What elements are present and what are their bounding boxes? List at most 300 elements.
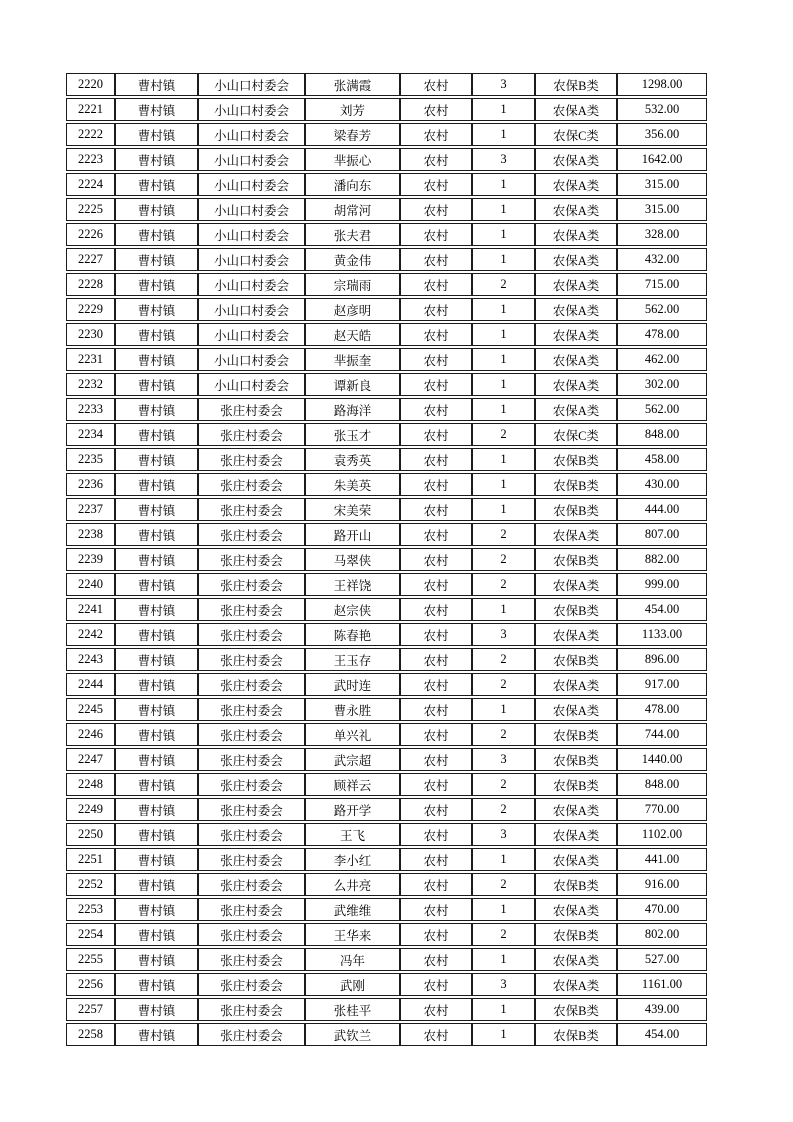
cell-insurance-category: 农保C类 bbox=[535, 123, 617, 146]
cell-person-count: 2 bbox=[472, 873, 535, 896]
cell-residence-type: 农村 bbox=[400, 1023, 472, 1046]
cell-insurance-category: 农保B类 bbox=[535, 923, 617, 946]
cell-amount: 478.00 bbox=[617, 323, 707, 346]
cell-town: 曹村镇 bbox=[115, 723, 198, 746]
cell-residence-type: 农村 bbox=[400, 98, 472, 121]
cell-person-name: 马翠侠 bbox=[305, 548, 400, 571]
table-row bbox=[66, 973, 707, 996]
cell-insurance-category: 农保B类 bbox=[535, 998, 617, 1021]
cell-residence-type: 农村 bbox=[400, 423, 472, 446]
cell-seq: 2245 bbox=[66, 698, 115, 721]
cell-insurance-category: 农保A类 bbox=[535, 298, 617, 321]
table-row bbox=[66, 323, 707, 346]
cell-person-name: 赵彦明 bbox=[305, 298, 400, 321]
cell-village-committee: 张庄村委会 bbox=[198, 998, 305, 1021]
table-row bbox=[66, 673, 707, 696]
cell-person-count: 1 bbox=[472, 248, 535, 271]
cell-residence-type: 农村 bbox=[400, 873, 472, 896]
cell-person-name: 王华来 bbox=[305, 923, 400, 946]
cell-residence-type: 农村 bbox=[400, 798, 472, 821]
cell-person-name: 张满霞 bbox=[305, 73, 400, 96]
cell-person-count: 1 bbox=[472, 1023, 535, 1046]
cell-amount: 916.00 bbox=[617, 873, 707, 896]
cell-amount: 462.00 bbox=[617, 348, 707, 371]
cell-village-committee: 小山口村委会 bbox=[198, 98, 305, 121]
cell-amount: 315.00 bbox=[617, 198, 707, 221]
cell-insurance-category: 农保A类 bbox=[535, 948, 617, 971]
cell-person-count: 1 bbox=[472, 123, 535, 146]
cell-seq: 2232 bbox=[66, 373, 115, 396]
cell-person-name: 路开学 bbox=[305, 798, 400, 821]
table-row bbox=[66, 523, 707, 546]
cell-village-committee: 张庄村委会 bbox=[198, 723, 305, 746]
cell-insurance-category: 农保B类 bbox=[535, 498, 617, 521]
cell-insurance-category: 农保B类 bbox=[535, 73, 617, 96]
table-row bbox=[66, 948, 707, 971]
table-row bbox=[66, 723, 707, 746]
cell-person-name: 潘向东 bbox=[305, 173, 400, 196]
cell-town: 曹村镇 bbox=[115, 148, 198, 171]
cell-town: 曹村镇 bbox=[115, 273, 198, 296]
cell-person-name: 黄金伟 bbox=[305, 248, 400, 271]
cell-seq: 2224 bbox=[66, 173, 115, 196]
cell-village-committee: 小山口村委会 bbox=[198, 223, 305, 246]
cell-person-name: 王飞 bbox=[305, 823, 400, 846]
cell-person-name: 冯年 bbox=[305, 948, 400, 971]
cell-amount: 1440.00 bbox=[617, 748, 707, 771]
cell-town: 曹村镇 bbox=[115, 948, 198, 971]
cell-person-count: 1 bbox=[472, 373, 535, 396]
cell-amount: 439.00 bbox=[617, 998, 707, 1021]
cell-village-committee: 小山口村委会 bbox=[198, 298, 305, 321]
cell-town: 曹村镇 bbox=[115, 448, 198, 471]
cell-insurance-category: 农保A类 bbox=[535, 798, 617, 821]
cell-person-count: 1 bbox=[472, 473, 535, 496]
cell-town: 曹村镇 bbox=[115, 348, 198, 371]
cell-person-count: 1 bbox=[472, 898, 535, 921]
cell-amount: 770.00 bbox=[617, 798, 707, 821]
table-row bbox=[66, 148, 707, 171]
cell-town: 曹村镇 bbox=[115, 373, 198, 396]
cell-insurance-category: 农保A类 bbox=[535, 898, 617, 921]
cell-insurance-category: 农保B类 bbox=[535, 648, 617, 671]
cell-seq: 2221 bbox=[66, 98, 115, 121]
cell-village-committee: 张庄村委会 bbox=[198, 748, 305, 771]
cell-residence-type: 农村 bbox=[400, 823, 472, 846]
cell-amount: 896.00 bbox=[617, 648, 707, 671]
cell-town: 曹村镇 bbox=[115, 198, 198, 221]
cell-seq: 2258 bbox=[66, 1023, 115, 1046]
cell-village-committee: 张庄村委会 bbox=[198, 948, 305, 971]
cell-person-name: 梁春芳 bbox=[305, 123, 400, 146]
cell-person-name: 芈振心 bbox=[305, 148, 400, 171]
cell-insurance-category: 农保A类 bbox=[535, 823, 617, 846]
cell-person-name: 张玉才 bbox=[305, 423, 400, 446]
cell-amount: 1102.00 bbox=[617, 823, 707, 846]
cell-village-committee: 张庄村委会 bbox=[198, 673, 305, 696]
cell-village-committee: 小山口村委会 bbox=[198, 373, 305, 396]
cell-town: 曹村镇 bbox=[115, 223, 198, 246]
cell-insurance-category: 农保B类 bbox=[535, 748, 617, 771]
cell-person-name: 单兴礼 bbox=[305, 723, 400, 746]
cell-residence-type: 农村 bbox=[400, 248, 472, 271]
cell-person-name: 赵宗侠 bbox=[305, 598, 400, 621]
cell-town: 曹村镇 bbox=[115, 748, 198, 771]
cell-amount: 302.00 bbox=[617, 373, 707, 396]
cell-person-name: 宋美荣 bbox=[305, 498, 400, 521]
cell-seq: 2226 bbox=[66, 223, 115, 246]
cell-seq: 2241 bbox=[66, 598, 115, 621]
cell-town: 曹村镇 bbox=[115, 698, 198, 721]
cell-insurance-category: 农保B类 bbox=[535, 873, 617, 896]
cell-village-committee: 张庄村委会 bbox=[198, 848, 305, 871]
cell-residence-type: 农村 bbox=[400, 473, 472, 496]
cell-insurance-category: 农保A类 bbox=[535, 273, 617, 296]
cell-village-committee: 张庄村委会 bbox=[198, 648, 305, 671]
cell-residence-type: 农村 bbox=[400, 523, 472, 546]
cell-person-count: 1 bbox=[472, 848, 535, 871]
table-row bbox=[66, 123, 707, 146]
cell-seq: 2227 bbox=[66, 248, 115, 271]
cell-insurance-category: 农保A类 bbox=[535, 373, 617, 396]
cell-amount: 848.00 bbox=[617, 773, 707, 796]
cell-amount: 1133.00 bbox=[617, 623, 707, 646]
cell-residence-type: 农村 bbox=[400, 623, 472, 646]
cell-insurance-category: 农保A类 bbox=[535, 673, 617, 696]
records-table-body bbox=[66, 73, 707, 1046]
cell-seq: 2234 bbox=[66, 423, 115, 446]
cell-person-name: 武宗超 bbox=[305, 748, 400, 771]
cell-village-committee: 小山口村委会 bbox=[198, 148, 305, 171]
cell-amount: 744.00 bbox=[617, 723, 707, 746]
cell-person-name: 王玉存 bbox=[305, 648, 400, 671]
cell-person-name: 张桂平 bbox=[305, 998, 400, 1021]
cell-town: 曹村镇 bbox=[115, 423, 198, 446]
cell-residence-type: 农村 bbox=[400, 173, 472, 196]
cell-residence-type: 农村 bbox=[400, 373, 472, 396]
cell-person-name: 王祥饶 bbox=[305, 573, 400, 596]
cell-amount: 444.00 bbox=[617, 498, 707, 521]
table-row bbox=[66, 173, 707, 196]
cell-seq: 2240 bbox=[66, 573, 115, 596]
cell-amount: 917.00 bbox=[617, 673, 707, 696]
cell-seq: 2242 bbox=[66, 623, 115, 646]
cell-village-committee: 张庄村委会 bbox=[198, 573, 305, 596]
cell-person-count: 1 bbox=[472, 98, 535, 121]
cell-town: 曹村镇 bbox=[115, 73, 198, 96]
cell-person-name: 武维维 bbox=[305, 898, 400, 921]
cell-seq: 2225 bbox=[66, 198, 115, 221]
cell-town: 曹村镇 bbox=[115, 648, 198, 671]
cell-insurance-category: 农保B类 bbox=[535, 473, 617, 496]
cell-person-count: 1 bbox=[472, 298, 535, 321]
cell-person-name: 曹永胜 bbox=[305, 698, 400, 721]
cell-village-committee: 张庄村委会 bbox=[198, 548, 305, 571]
cell-seq: 2243 bbox=[66, 648, 115, 671]
cell-person-count: 3 bbox=[472, 973, 535, 996]
cell-residence-type: 农村 bbox=[400, 673, 472, 696]
cell-town: 曹村镇 bbox=[115, 248, 198, 271]
cell-seq: 2251 bbox=[66, 848, 115, 871]
cell-seq: 2238 bbox=[66, 523, 115, 546]
cell-seq: 2228 bbox=[66, 273, 115, 296]
cell-person-count: 1 bbox=[472, 698, 535, 721]
cell-person-count: 2 bbox=[472, 673, 535, 696]
cell-insurance-category: 农保B类 bbox=[535, 598, 617, 621]
cell-seq: 2233 bbox=[66, 398, 115, 421]
cell-person-count: 2 bbox=[472, 773, 535, 796]
table-row bbox=[66, 398, 707, 421]
cell-person-count: 2 bbox=[472, 723, 535, 746]
cell-seq: 2254 bbox=[66, 923, 115, 946]
cell-person-count: 3 bbox=[472, 623, 535, 646]
table-row bbox=[66, 573, 707, 596]
table-row bbox=[66, 698, 707, 721]
table-row bbox=[66, 73, 707, 96]
table-row bbox=[66, 873, 707, 896]
cell-insurance-category: 农保A类 bbox=[535, 198, 617, 221]
cell-village-committee: 小山口村委会 bbox=[198, 323, 305, 346]
cell-village-committee: 小山口村委会 bbox=[198, 198, 305, 221]
cell-insurance-category: 农保A类 bbox=[535, 623, 617, 646]
cell-town: 曹村镇 bbox=[115, 498, 198, 521]
cell-person-count: 2 bbox=[472, 923, 535, 946]
cell-residence-type: 农村 bbox=[400, 948, 472, 971]
cell-seq: 2220 bbox=[66, 73, 115, 96]
cell-insurance-category: 农保A类 bbox=[535, 698, 617, 721]
cell-person-count: 2 bbox=[472, 573, 535, 596]
cell-person-name: 张夫君 bbox=[305, 223, 400, 246]
cell-amount: 562.00 bbox=[617, 398, 707, 421]
cell-amount: 478.00 bbox=[617, 698, 707, 721]
cell-person-name: 谭新良 bbox=[305, 373, 400, 396]
cell-residence-type: 农村 bbox=[400, 723, 472, 746]
cell-amount: 458.00 bbox=[617, 448, 707, 471]
table-row bbox=[66, 598, 707, 621]
cell-village-committee: 张庄村委会 bbox=[198, 873, 305, 896]
cell-residence-type: 农村 bbox=[400, 198, 472, 221]
cell-insurance-category: 农保C类 bbox=[535, 423, 617, 446]
cell-insurance-category: 农保A类 bbox=[535, 223, 617, 246]
cell-village-committee: 张庄村委会 bbox=[198, 973, 305, 996]
cell-town: 曹村镇 bbox=[115, 823, 198, 846]
table-row bbox=[66, 473, 707, 496]
table-row bbox=[66, 198, 707, 221]
cell-person-count: 2 bbox=[472, 798, 535, 821]
cell-person-name: 袁秀英 bbox=[305, 448, 400, 471]
cell-residence-type: 农村 bbox=[400, 923, 472, 946]
cell-village-committee: 小山口村委会 bbox=[198, 348, 305, 371]
cell-seq: 2246 bbox=[66, 723, 115, 746]
cell-person-count: 2 bbox=[472, 423, 535, 446]
cell-insurance-category: 农保A类 bbox=[535, 98, 617, 121]
cell-person-name: 陈春艳 bbox=[305, 623, 400, 646]
cell-person-count: 1 bbox=[472, 948, 535, 971]
cell-person-count: 2 bbox=[472, 648, 535, 671]
cell-residence-type: 农村 bbox=[400, 448, 472, 471]
cell-village-committee: 张庄村委会 bbox=[198, 523, 305, 546]
cell-village-committee: 小山口村委会 bbox=[198, 173, 305, 196]
cell-insurance-category: 农保A类 bbox=[535, 248, 617, 271]
cell-person-name: 顾祥云 bbox=[305, 773, 400, 796]
cell-person-count: 1 bbox=[472, 198, 535, 221]
table-row bbox=[66, 773, 707, 796]
cell-person-count: 1 bbox=[472, 498, 535, 521]
cell-seq: 2255 bbox=[66, 948, 115, 971]
cell-person-name: 路海洋 bbox=[305, 398, 400, 421]
cell-residence-type: 农村 bbox=[400, 123, 472, 146]
cell-seq: 2252 bbox=[66, 873, 115, 896]
cell-village-committee: 小山口村委会 bbox=[198, 73, 305, 96]
cell-amount: 1161.00 bbox=[617, 973, 707, 996]
table-row bbox=[66, 798, 707, 821]
cell-amount: 315.00 bbox=[617, 173, 707, 196]
cell-residence-type: 农村 bbox=[400, 548, 472, 571]
cell-person-count: 3 bbox=[472, 748, 535, 771]
cell-person-name: 武时连 bbox=[305, 673, 400, 696]
cell-town: 曹村镇 bbox=[115, 798, 198, 821]
cell-person-name: 刘芳 bbox=[305, 98, 400, 121]
table-row bbox=[66, 623, 707, 646]
cell-seq: 2230 bbox=[66, 323, 115, 346]
cell-town: 曹村镇 bbox=[115, 898, 198, 921]
cell-town: 曹村镇 bbox=[115, 773, 198, 796]
cell-insurance-category: 农保B类 bbox=[535, 773, 617, 796]
cell-village-committee: 张庄村委会 bbox=[198, 448, 305, 471]
table-row bbox=[66, 548, 707, 571]
table-row bbox=[66, 348, 707, 371]
cell-amount: 430.00 bbox=[617, 473, 707, 496]
cell-village-committee: 张庄村委会 bbox=[198, 823, 305, 846]
cell-village-committee: 小山口村委会 bbox=[198, 273, 305, 296]
cell-residence-type: 农村 bbox=[400, 298, 472, 321]
cell-seq: 2253 bbox=[66, 898, 115, 921]
cell-seq: 2256 bbox=[66, 973, 115, 996]
cell-seq: 2236 bbox=[66, 473, 115, 496]
cell-person-name: 胡常河 bbox=[305, 198, 400, 221]
table-row bbox=[66, 248, 707, 271]
cell-amount: 454.00 bbox=[617, 1023, 707, 1046]
table-row bbox=[66, 373, 707, 396]
cell-town: 曹村镇 bbox=[115, 473, 198, 496]
cell-residence-type: 农村 bbox=[400, 898, 472, 921]
cell-amount: 562.00 bbox=[617, 298, 707, 321]
cell-town: 曹村镇 bbox=[115, 98, 198, 121]
benefits-table bbox=[66, 71, 707, 1048]
cell-town: 曹村镇 bbox=[115, 323, 198, 346]
table-row bbox=[66, 298, 707, 321]
cell-town: 曹村镇 bbox=[115, 673, 198, 696]
cell-seq: 2229 bbox=[66, 298, 115, 321]
cell-insurance-category: 农保A类 bbox=[535, 173, 617, 196]
cell-town: 曹村镇 bbox=[115, 998, 198, 1021]
cell-insurance-category: 农保A类 bbox=[535, 973, 617, 996]
cell-person-count: 1 bbox=[472, 223, 535, 246]
cell-seq: 2237 bbox=[66, 498, 115, 521]
cell-amount: 802.00 bbox=[617, 923, 707, 946]
cell-person-name: 宗瑞雨 bbox=[305, 273, 400, 296]
cell-town: 曹村镇 bbox=[115, 873, 198, 896]
cell-person-name: 朱美英 bbox=[305, 473, 400, 496]
cell-residence-type: 农村 bbox=[400, 998, 472, 1021]
cell-village-committee: 小山口村委会 bbox=[198, 123, 305, 146]
cell-village-committee: 张庄村委会 bbox=[198, 1023, 305, 1046]
cell-town: 曹村镇 bbox=[115, 1023, 198, 1046]
cell-seq: 2222 bbox=[66, 123, 115, 146]
table-row bbox=[66, 448, 707, 471]
cell-seq: 2244 bbox=[66, 673, 115, 696]
cell-seq: 2250 bbox=[66, 823, 115, 846]
cell-seq: 2239 bbox=[66, 548, 115, 571]
cell-person-count: 1 bbox=[472, 173, 535, 196]
cell-residence-type: 农村 bbox=[400, 573, 472, 596]
cell-insurance-category: 农保A类 bbox=[535, 523, 617, 546]
table-row bbox=[66, 848, 707, 871]
cell-residence-type: 农村 bbox=[400, 73, 472, 96]
cell-insurance-category: 农保B类 bbox=[535, 448, 617, 471]
table-row bbox=[66, 823, 707, 846]
cell-residence-type: 农村 bbox=[400, 398, 472, 421]
cell-person-count: 2 bbox=[472, 273, 535, 296]
table-row bbox=[66, 223, 707, 246]
cell-town: 曹村镇 bbox=[115, 973, 198, 996]
cell-town: 曹村镇 bbox=[115, 173, 198, 196]
cell-insurance-category: 农保B类 bbox=[535, 1023, 617, 1046]
cell-village-committee: 张庄村委会 bbox=[198, 398, 305, 421]
cell-amount: 1642.00 bbox=[617, 148, 707, 171]
cell-insurance-category: 农保A类 bbox=[535, 148, 617, 171]
cell-person-name: 李小红 bbox=[305, 848, 400, 871]
cell-person-count: 1 bbox=[472, 598, 535, 621]
cell-residence-type: 农村 bbox=[400, 973, 472, 996]
cell-residence-type: 农村 bbox=[400, 348, 472, 371]
cell-person-count: 2 bbox=[472, 548, 535, 571]
cell-amount: 356.00 bbox=[617, 123, 707, 146]
cell-town: 曹村镇 bbox=[115, 298, 198, 321]
cell-seq: 2231 bbox=[66, 348, 115, 371]
cell-person-count: 1 bbox=[472, 448, 535, 471]
cell-residence-type: 农村 bbox=[400, 323, 472, 346]
cell-town: 曹村镇 bbox=[115, 123, 198, 146]
cell-village-committee: 小山口村委会 bbox=[198, 248, 305, 271]
cell-amount: 807.00 bbox=[617, 523, 707, 546]
table-row bbox=[66, 898, 707, 921]
cell-seq: 2247 bbox=[66, 748, 115, 771]
cell-insurance-category: 农保A类 bbox=[535, 323, 617, 346]
cell-amount: 432.00 bbox=[617, 248, 707, 271]
cell-person-name: 赵天皓 bbox=[305, 323, 400, 346]
cell-insurance-category: 农保A类 bbox=[535, 348, 617, 371]
cell-residence-type: 农村 bbox=[400, 273, 472, 296]
cell-person-name: 么井亮 bbox=[305, 873, 400, 896]
cell-town: 曹村镇 bbox=[115, 398, 198, 421]
cell-town: 曹村镇 bbox=[115, 848, 198, 871]
cell-person-count: 3 bbox=[472, 823, 535, 846]
cell-residence-type: 农村 bbox=[400, 223, 472, 246]
cell-village-committee: 张庄村委会 bbox=[198, 698, 305, 721]
cell-village-committee: 张庄村委会 bbox=[198, 773, 305, 796]
cell-amount: 532.00 bbox=[617, 98, 707, 121]
table-row bbox=[66, 923, 707, 946]
cell-residence-type: 农村 bbox=[400, 498, 472, 521]
cell-amount: 882.00 bbox=[617, 548, 707, 571]
cell-amount: 715.00 bbox=[617, 273, 707, 296]
cell-person-name: 武刚 bbox=[305, 973, 400, 996]
cell-person-name: 路开山 bbox=[305, 523, 400, 546]
cell-insurance-category: 农保B类 bbox=[535, 723, 617, 746]
cell-residence-type: 农村 bbox=[400, 648, 472, 671]
cell-insurance-category: 农保A类 bbox=[535, 848, 617, 871]
